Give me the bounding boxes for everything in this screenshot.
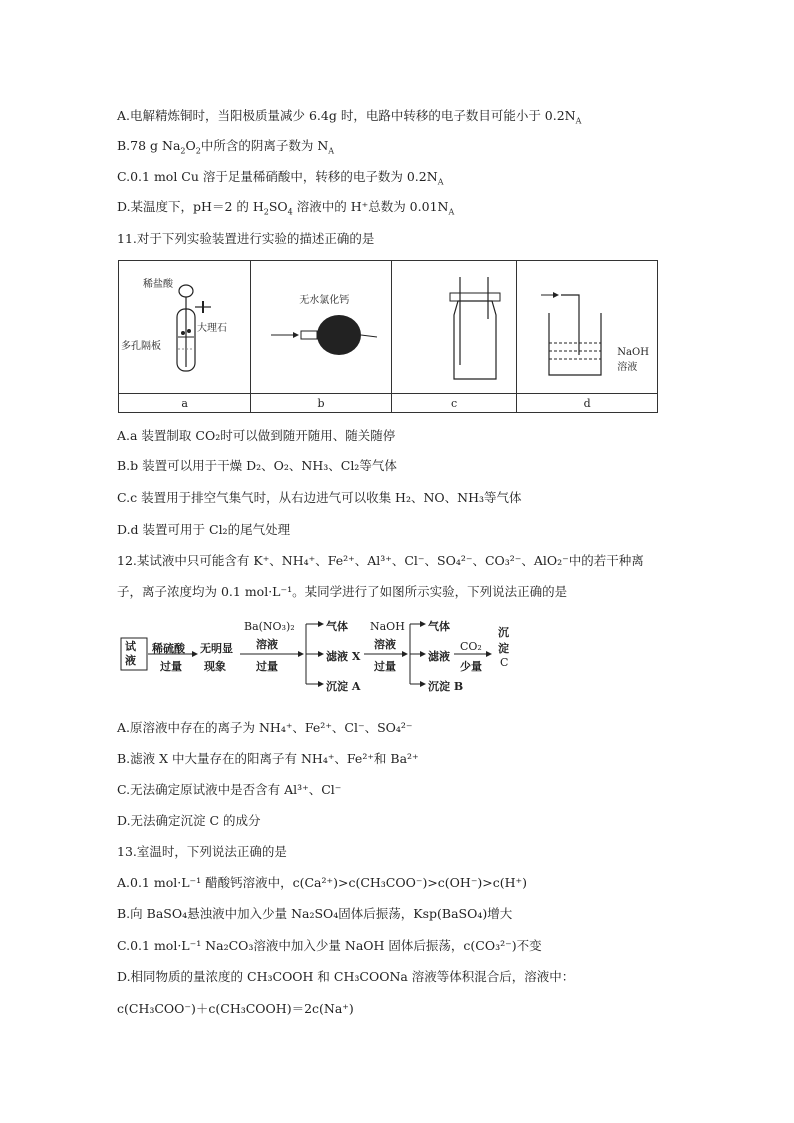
q12-option-a: A.原溶液中存在的离子为 NH₄⁺、Fe²⁺、Cl⁻、SO₄²⁻ — [117, 720, 413, 735]
flow-observation-2: 现象 — [204, 660, 226, 673]
flow-precipitate-b: 沉淀 B — [428, 680, 464, 693]
gas-washing-bottle-diagram — [440, 275, 520, 383]
flow-gas-2: 气体 — [428, 620, 450, 633]
label-naoh-solution: NaOH 溶液 — [617, 347, 649, 373]
q13-option-d: D.相同物质的量浓度的 CH₃COOH 和 CH₃COONa 溶液等体积混合后，溶液中： — [117, 969, 575, 984]
q12-option-c: C.无法确定原试液中是否含有 Al³⁺、Cl⁻ — [117, 782, 342, 797]
flow-precipitate-c-2: 淀 — [498, 642, 509, 655]
flow-step3-reagent: NaOH — [370, 620, 405, 633]
q11-option-a: A.a 装置制取 CO₂时可以做到随开随用、随关随停 — [117, 428, 396, 443]
q11-option-c: C.c 装置用于排空气集气时，从右边进气可以收集 H₂、NO、NH₃等气体 — [117, 490, 522, 505]
q12-stem-line1: 12.某试液中只可能含有 K⁺、NH₄⁺、Fe²⁺、Al³⁺、Cl⁻、SO₄²⁻、CO₃²⁻、AlO₂⁻中的若干种离 — [117, 553, 644, 568]
caption-d: d — [517, 394, 658, 413]
flow-step4-amount: 少量 — [460, 660, 482, 673]
flow-step1-amount: 过量 — [160, 660, 182, 673]
flow-step2-solution: 溶液 — [256, 638, 278, 651]
flow-start: 试液 — [125, 640, 136, 667]
absorption-beaker-diagram — [539, 283, 619, 379]
q12-stem-line2: 子，离子浓度均为 0.1 mol·L⁻¹。某同学进行了如图所示实验，下列说法正确的是 — [117, 584, 568, 599]
flow-filtrate-2: 滤液 — [428, 650, 450, 663]
q13-option-a: A.0.1 mol·L⁻¹ 醋酸钙溶液中，c(Ca²⁺)>c(CH₃COO⁻)>c(OH⁻)>c(H⁺) — [117, 875, 528, 890]
flow-precipitate-c-1: 沉 — [498, 626, 509, 639]
label-anhydrous-cacl2: 无水氯化钙 — [299, 295, 350, 306]
flow-step2-amount: 过量 — [256, 660, 278, 673]
q13-option-d-continued: c(CH₃COO⁻)＋c(CH₃COOH)＝2c(Na⁺) — [117, 1001, 354, 1016]
apparatus-a — [119, 261, 251, 394]
flow-precipitate-a: 沉淀 A — [326, 680, 361, 693]
flow-step4-reagent: CO₂ — [460, 640, 482, 653]
label-marble: 大理石 — [197, 323, 227, 334]
flow-precipitate-c-3: C — [500, 656, 509, 669]
label-dilute-hcl: 稀盐酸 — [143, 279, 173, 290]
apparatus-b — [251, 261, 392, 394]
label-porous-plate: 多孔隔板 — [121, 341, 161, 352]
flow-step1-reagent: 稀硫酸 — [152, 642, 185, 655]
flow-step2-reagent: Ba(NO₃)₂ — [244, 620, 295, 633]
flow-step3-solution: 溶液 — [374, 638, 396, 651]
flow-gas-1: 气体 — [326, 620, 348, 633]
caption-c: c — [391, 394, 516, 413]
apparatus-table — [118, 260, 658, 413]
kipp-generator-diagram — [159, 279, 239, 379]
flow-step3-amount: 过量 — [374, 660, 396, 673]
q10-option-b: B.78 g $Na_2O_2$中所含的阴离子数为 $N_A$ — [117, 138, 335, 156]
q13-option-c: C.0.1 mol·L⁻¹ Na₂CO₃溶液中加入少量 NaOH 固体后振荡，c(CO₃²⁻)不变 — [117, 938, 542, 953]
q11-option-b: B.b 装置可以用于干燥 D₂、O₂、NH₃、Cl₂等气体 — [117, 458, 397, 473]
q11-option-d: D.d 装置可用于 Cl₂的尾气处理 — [117, 522, 291, 537]
q10-option-d: D.某温度下，pH＝2 的 $H_2SO_4$ 溶液中的 H⁺总数为 $0.01N_A$ — [117, 199, 455, 217]
q12-option-b: B.滤液 X 中大量存在的阳离子有 NH₄⁺、Fe²⁺和 Ba²⁺ — [117, 751, 419, 766]
q12-option-d: D.无法确定沉淀 C 的成分 — [117, 813, 261, 828]
caption-a: a — [119, 394, 251, 413]
drying-tube-diagram — [269, 313, 379, 363]
q10-option-a: A.电解精炼铜时，当阳极质量减少 6.4g 时，电路中转移的电子数目可能小于 $0.2N_A$ — [117, 108, 582, 126]
q13-stem: 13.室温时，下列说法正确的是 — [117, 844, 287, 859]
apparatus-d — [517, 261, 658, 394]
flow-filtrate-x: 滤液 X — [326, 650, 361, 663]
q10-option-c: C.0.1 mol Cu 溶于足量稀硝酸中，转移的电子数为 $0.2N_A$ — [117, 169, 444, 187]
flow-observation-1: 无明显 — [200, 642, 233, 655]
q11-stem: 11.对于下列实验装置进行实验的描述正确的是 — [117, 231, 375, 246]
apparatus-c — [391, 261, 516, 394]
caption-b: b — [251, 394, 392, 413]
flow-chart — [120, 618, 520, 693]
q13-option-b: B.向 BaSO₄悬浊液中加入少量 Na₂SO₄固体后振荡，Ksp(BaSO₄)增大 — [117, 906, 513, 921]
